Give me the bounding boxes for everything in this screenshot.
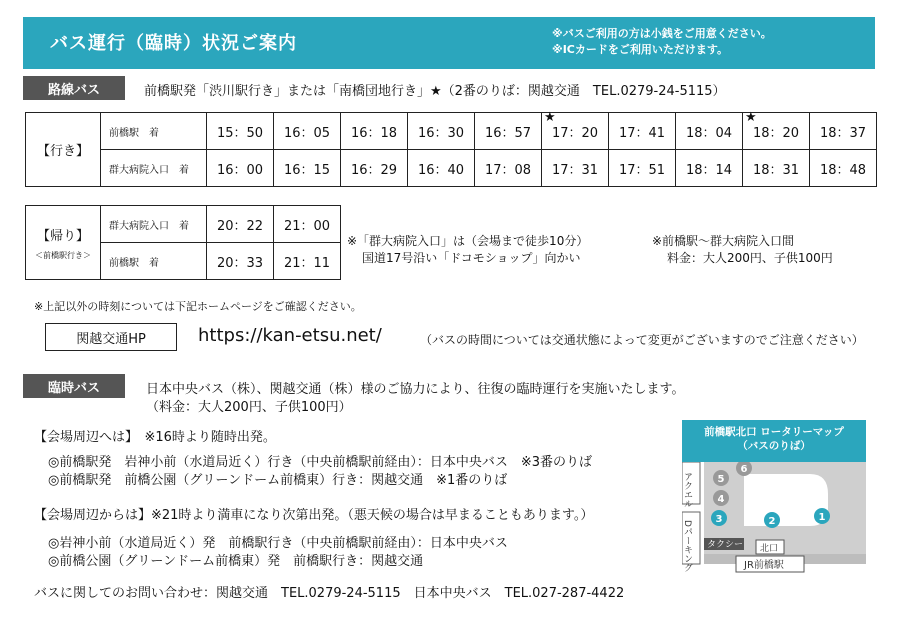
time-cell: 16：57 [475,113,542,150]
time-cell: 21：00 [274,206,341,243]
map-subtitle: （バスのりば） [737,440,811,452]
temporary-bus-intro: 日本中央バス（株）、関越交通（株）様のご協力により、往復の臨時運行を実施いたします。 [146,382,685,397]
bus-stop-5-label: 5 [717,474,725,485]
time-cell: 16：15 [274,150,341,187]
walk-note-location: 国道17号沿い「ドコモショップ」向かい [362,251,581,265]
route-bus-description: 前橋駅発「渋川駅行き」または「南橋団地行き」★（2番のりば：関越交通 TEL.0279-24-5115） [144,84,726,99]
time-cell-starred: ★ 18：20 [743,113,810,150]
time-cell: 20：22 [207,206,274,243]
bus-stop-1-label: 1 [818,512,826,523]
header-note-coins: ※バスご利用の方は小銭をご用意ください。 [552,27,772,40]
bus-stop-4-label: 4 [717,494,725,505]
from-venue-route-2: ◎前橋公園（グリーンドーム前橋東）発 前橋駅行き：関越交通 [48,554,424,569]
star-icon: ★ [544,110,556,125]
outbound-timetable [25,112,877,187]
homepage-label-box: 関越交通HP [45,323,177,351]
time-cell: 17：08 [475,150,542,187]
map-taxi-text: タクシー [707,540,744,550]
time-cell: 18：48 [810,150,877,187]
walk-note: ※「群大病院入口」は（会場まで徒歩10分） [347,234,589,248]
time-cell: 16：29 [341,150,408,187]
time-cell: 17：31 [542,150,609,187]
from-venue-route-1: ◎岩神小前（水道局近く）発 前橋駅行き（中央前橋駅前経由）：日本中央バス [48,536,508,551]
time-cell: 17：51 [609,150,676,187]
contact-info: バスに関してのお問い合わせ：関越交通 TEL.0279-24-5115 日本中央バス TEL.027-287-4422 [34,586,625,601]
star-icon: ★ [745,110,757,125]
map-building2-text: Dパーキング [682,520,692,572]
time-cell-starred: ★ 17：20 [542,113,609,150]
time-cell: 17：41 [609,113,676,150]
to-venue-title: 【会場周辺へは】 ※16時より随時出発。 [34,430,276,445]
bus-stop-2-label: 2 [768,516,776,527]
fare-amount: 料金：大人200円、子供100円 [667,251,833,265]
time-cell: 16：05 [274,113,341,150]
time-cell: 16：00 [207,150,274,187]
time-cell: 18：37 [810,113,877,150]
time-cell: 16：40 [408,150,475,187]
from-venue-title: 【会場周辺からは】※21時より満車になり次第出発。（悪天候の場合は早まることもあります。） [34,508,594,523]
time-cell: 16：30 [408,113,475,150]
fare-route-note: ※前橋駅～群大病院入口間 [652,234,795,248]
time-cell: 18：14 [676,150,743,187]
to-venue-route-2: ◎前橋駅発 前橋公園（グリーンドーム前橋東）行き：関越交通 ※1番のりば [48,473,508,488]
bus-stop-6-label: 6 [740,464,748,475]
table-row [26,113,877,150]
time-cell: 21：11 [274,243,341,280]
return-label: 【帰り】 [36,228,89,244]
stop-name: 前橋駅 着 [101,113,207,150]
homepage-url-link[interactable]: https://kan-etsu.net/ [198,325,382,346]
stop-name: 前橋駅 着 [101,243,207,280]
map-title: 前橋駅北口 ロータリーマップ [704,426,844,438]
bus-stop-3-label: 3 [715,514,723,525]
homepage-note: （バスの時間については交通状態によって変更がございますのでご注意ください） [420,333,864,347]
page-title: バス運行（臨時）状況ご案内 [50,33,297,54]
return-timetable [25,205,341,280]
temporary-bus-fare: （料金：大人200円、子供100円） [146,400,352,415]
time-cell: 18：04 [676,113,743,150]
temporary-bus-label: 臨時バス [23,374,125,398]
stop-name: 群大病院入口 着 [101,206,207,243]
map-north-exit-text: 北口 [760,544,779,554]
map-station-text: JR前橋駅 [744,560,784,571]
to-venue-route-1: ◎前橋駅発 岩神小前（水道局近く）行き（中央前橋駅前経由）：日本中央バス ※3番のりば [48,455,593,470]
time-cell: 16：18 [341,113,408,150]
table-row [26,150,877,187]
stop-name: 群大病院入口 着 [101,150,207,187]
rotary-map [682,462,866,578]
outbound-label: 【行き】 [26,113,101,187]
table-row [26,206,341,243]
time-cell: 18：31 [743,150,810,187]
return-sublabel: ＜前橋駅行き＞ [35,250,91,260]
route-bus-label: 路線バス [23,76,125,100]
map-building1-text: アクエル [682,472,692,508]
other-times-note: ※上記以外の時刻については下記ホームページをご確認ください。 [34,300,362,313]
time-cell: 20：33 [207,243,274,280]
header-note-ic-card: ※ICカードをご利用いただけます。 [552,43,728,56]
time-cell: 15：50 [207,113,274,150]
return-label-cell [26,206,101,280]
